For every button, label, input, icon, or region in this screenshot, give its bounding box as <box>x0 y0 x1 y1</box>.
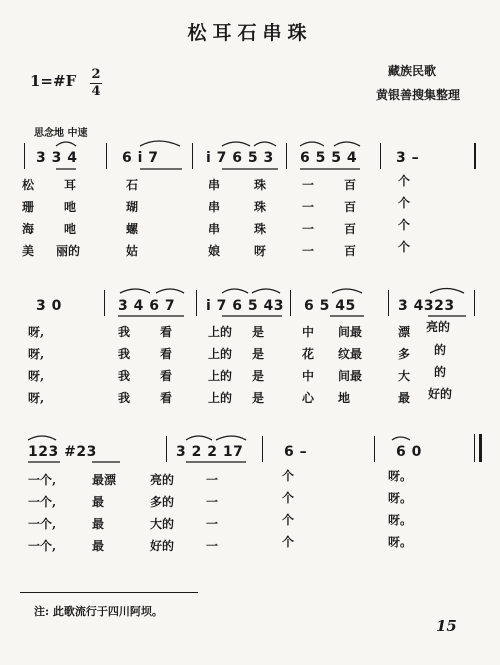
lyric-word: 我 <box>118 325 131 339</box>
lyric-word: 串 <box>208 200 221 214</box>
measure: 3 2 2 17 <box>176 444 244 460</box>
measure: 6 5 45 <box>304 298 356 314</box>
lyric-word: 一 <box>206 517 219 531</box>
measure: 6 0 <box>396 444 422 460</box>
lyric-word: 心 <box>302 391 315 405</box>
slur <box>28 436 56 440</box>
lyric-word: 一个, <box>28 473 57 487</box>
lyric-word: 个 <box>398 218 411 232</box>
lyric-word: 间最 <box>338 325 363 339</box>
lyric-word: 漂 <box>398 325 411 339</box>
slur <box>430 289 464 294</box>
page-number: 15 <box>436 617 457 635</box>
lyric-word: 花 <box>302 347 315 361</box>
slur <box>140 141 180 146</box>
lyric-word: 多的 <box>150 495 175 509</box>
lyric-word: 一 <box>302 178 315 192</box>
slur <box>222 289 248 293</box>
lyric-word: 最 <box>398 391 411 405</box>
lyric-word: 的 <box>434 343 447 357</box>
lyric-word: 看 <box>160 347 173 361</box>
lyric-word: 上的 <box>208 391 233 405</box>
lyric-word: 珠 <box>254 178 267 192</box>
lyric-word: 百 <box>344 200 357 214</box>
lyric-word: 呀。 <box>388 535 413 549</box>
measure: 3 4 6 7 <box>118 298 176 314</box>
lyric-word: 纹最 <box>338 347 363 361</box>
lyric-word: 松 <box>22 178 35 192</box>
lyric-word: 我 <box>118 369 131 383</box>
lyric-word: 看 <box>160 391 173 405</box>
slur <box>252 289 280 293</box>
measure: 3 – <box>396 150 420 166</box>
lyric-word: 呀, <box>28 325 45 339</box>
lyric-word: 我 <box>118 347 131 361</box>
lyric-word: 呀。 <box>388 491 413 505</box>
lyric-word: 呀, <box>28 391 45 405</box>
lyric-word: 呀, <box>28 347 45 361</box>
lyric-word: 看 <box>160 325 173 339</box>
lyric-word: 一 <box>302 200 315 214</box>
measure: 3 3 4 <box>36 150 78 166</box>
lyric-word: 看 <box>160 369 173 383</box>
slur <box>332 289 362 293</box>
lyric-word: 个 <box>282 469 295 483</box>
lyric-word: 姑 <box>126 244 139 258</box>
slur <box>392 437 410 440</box>
lyric-word: 美 <box>22 244 35 258</box>
lyric-word: 一 <box>302 244 315 258</box>
lyric-word: 亮的 <box>150 473 175 487</box>
key-signature: 1=#F <box>30 72 77 90</box>
measure: 6 5 5 4 <box>300 150 358 166</box>
slur <box>156 289 184 293</box>
lyric-word: 珠 <box>254 200 267 214</box>
slur <box>120 289 150 293</box>
lyric-word: 一 <box>206 539 219 553</box>
lyric-word: 上的 <box>208 369 233 383</box>
lyric-word: 是 <box>252 347 265 361</box>
lyric-word: 中 <box>302 325 315 339</box>
measure: 6 i 7 <box>122 150 159 166</box>
lyric-word: 好的 <box>150 539 175 553</box>
lyric-word: 多 <box>398 347 411 361</box>
lyric-word: 的 <box>434 365 447 379</box>
lyric-word: 一个, <box>28 517 57 531</box>
lyric-word: 个 <box>282 513 295 527</box>
lyric-word: 上的 <box>208 347 233 361</box>
slur <box>300 142 324 146</box>
lyric-word: 一个, <box>28 539 57 553</box>
lyric-word: 娘 <box>208 244 221 258</box>
lyric-word: 大的 <box>150 517 175 531</box>
lyric-word: 呀, <box>28 369 45 383</box>
lyric-word: 上的 <box>208 325 233 339</box>
lyric-word: 海 <box>22 222 35 236</box>
lyric-word: 最漂 <box>92 473 117 487</box>
measure: 6 – <box>284 444 308 460</box>
song-title: 松耳石串珠 <box>187 22 313 44</box>
lyric-word: 个 <box>398 196 411 210</box>
measure: i 7 6 5 3 <box>206 150 274 166</box>
lyric-word: 一个, <box>28 495 57 509</box>
lyric-word: 呀 <box>254 244 267 258</box>
lyric-word: 个 <box>282 491 295 505</box>
slur <box>254 142 276 146</box>
footnote-rule <box>20 592 198 593</box>
time-signature-bottom: 4 <box>91 84 101 99</box>
collector-credit: 黄银善搜集整理 <box>376 88 461 102</box>
lyric-word: 一 <box>206 473 219 487</box>
slur <box>56 142 76 146</box>
lyric-word: 最 <box>92 539 105 553</box>
slur <box>186 436 212 440</box>
lyric-word: 螺 <box>126 222 139 236</box>
lyric-word: 耳 <box>64 178 77 192</box>
slur <box>334 142 360 146</box>
lyric-word: 最 <box>92 517 105 531</box>
lyric-word: 瑚 <box>126 200 139 214</box>
lyric-word: 丽的 <box>56 244 81 258</box>
lyric-word: 百 <box>344 178 357 192</box>
lyric-word: 大 <box>398 369 411 383</box>
lyric-word: 吔 <box>64 222 77 236</box>
lyric-word: 是 <box>252 369 265 383</box>
lyric-word: 个 <box>398 240 411 254</box>
lyric-word: 石 <box>126 178 139 192</box>
song-origin: 藏族民歌 <box>388 64 437 78</box>
tempo-marking: 思念地 中速 <box>34 128 88 139</box>
slur <box>216 436 246 440</box>
lyric-word: 百 <box>344 222 357 236</box>
lyric-word: 珠 <box>254 222 267 236</box>
slur <box>222 142 250 146</box>
lyric-word: 呀。 <box>388 513 413 527</box>
lyric-word: 串 <box>208 222 221 236</box>
lyric-word: 中 <box>302 369 315 383</box>
lyric-word: 呀。 <box>388 469 413 483</box>
measure: 123 #23 <box>28 444 97 460</box>
lyric-word: 串 <box>208 178 221 192</box>
lyric-word: 是 <box>252 391 265 405</box>
measure: 3 4323 <box>398 298 455 314</box>
lyric-word: 个 <box>398 174 411 188</box>
lyric-word: 个 <box>282 535 295 549</box>
lyric-word: 亮的 <box>426 320 451 334</box>
lyric-word: 间最 <box>338 369 363 383</box>
measure: 3 0 <box>36 298 62 314</box>
footnote: 注: 此歌流行于四川阿坝。 <box>34 605 163 618</box>
lyric-word: 吔 <box>64 200 77 214</box>
lyric-word: 百 <box>344 244 357 258</box>
lyric-word: 是 <box>252 325 265 339</box>
lyric-word: 最 <box>92 495 105 509</box>
lyric-word: 好的 <box>428 387 453 401</box>
lyric-word: 珊 <box>22 200 35 214</box>
lyric-word: 地 <box>338 391 351 405</box>
measure: i 7 6 5 43 <box>206 298 285 314</box>
time-signature-top: 2 <box>91 67 101 82</box>
lyric-word: 一 <box>302 222 315 236</box>
lyric-word: 我 <box>118 391 131 405</box>
lyric-word: 一 <box>206 495 219 509</box>
